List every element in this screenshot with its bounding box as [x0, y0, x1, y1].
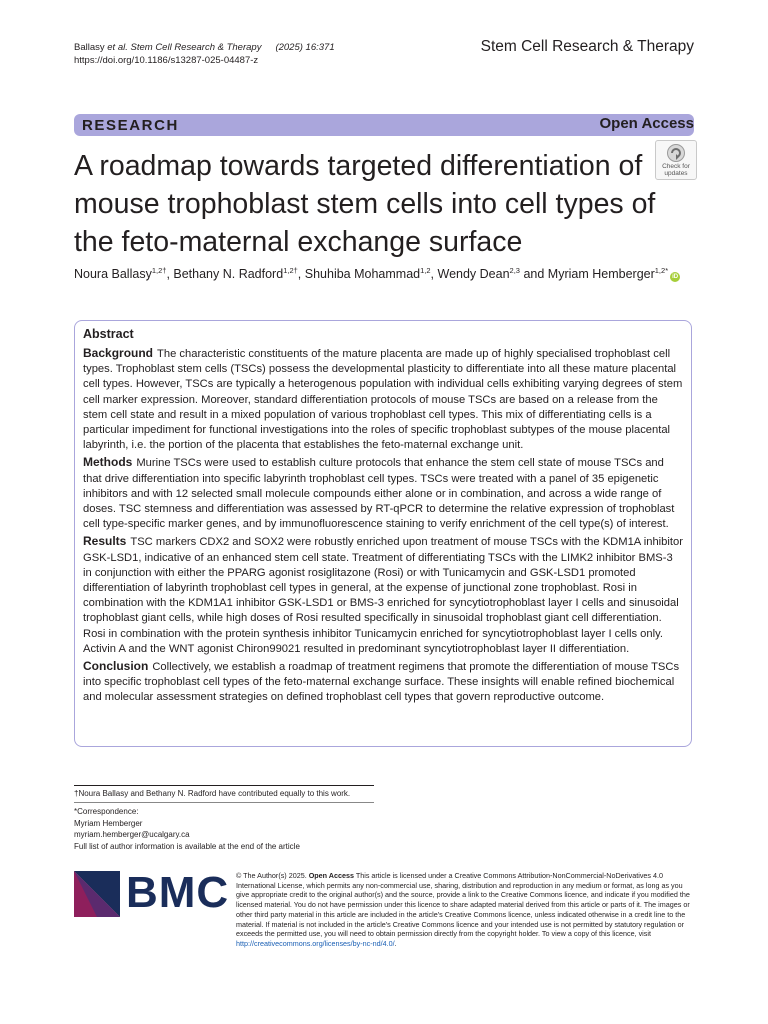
license-open-access: Open Access: [308, 871, 354, 880]
author-separator: ,: [297, 267, 305, 282]
article-title: A roadmap towards targeted differentiation of mouse trophoblast stem cells into cell types of the feto-maternal exchange surface: [74, 150, 656, 258]
author-name[interactable]: Bethany N. Radford: [173, 267, 284, 282]
abstract-box: [74, 320, 692, 747]
author-affiliation: 1,2†: [151, 266, 167, 275]
check-for-updates-button[interactable]: [655, 140, 697, 180]
author-name[interactable]: Wendy Dean: [437, 267, 510, 282]
license-text: [236, 871, 694, 949]
section-text: Collectively, we establish a roadmap of treatment regimens that promote the differentiation of mouse TSCs into specific trophoblast cell types of the feto-maternal exchange surface. These insights will enable refined biochemical and molecular assessment strategies on defined trophoblast cell types that govern reproductive outcome.: [83, 661, 680, 704]
author-separator: and: [519, 267, 548, 282]
abstract-conclusion: [83, 659, 683, 706]
orcid-icon[interactable]: iD: [672, 274, 679, 281]
section-label: Methods: [83, 455, 133, 470]
author-affiliation: 2,3: [509, 266, 520, 275]
bmc-logo-mark-icon: [74, 871, 120, 917]
journal-name: Stem Cell Research & Therapy: [480, 38, 694, 55]
footnote-divider: [74, 785, 374, 786]
correspondence-name: Myriam Hemberger: [74, 818, 143, 828]
abstract-background: [83, 346, 683, 453]
abstract-methods: [83, 455, 683, 532]
correspondence-divider: [74, 802, 374, 803]
author-affiliation: 1,2*: [654, 266, 669, 275]
citation-line: [74, 41, 335, 54]
author-name[interactable]: Noura Ballasy: [74, 267, 152, 282]
abstract-heading: Abstract: [83, 327, 134, 341]
check-updates-icon: [666, 143, 686, 163]
citation-authors: Ballasy: [74, 42, 108, 53]
author-affiliation: 1,2: [420, 266, 431, 275]
equal-contribution-note: †Noura Ballasy and Bethany N. Radford have contributed equally to this work.: [74, 789, 351, 798]
correspondence-label: *Correspondence:: [74, 807, 139, 816]
author-list: [74, 263, 680, 282]
open-access-label: Open Access: [599, 115, 694, 132]
license-prefix: © The Author(s) 2025.: [236, 871, 309, 880]
affiliation-note: Full list of author information is available at the end of the article: [74, 841, 300, 851]
author-name[interactable]: Myriam Hemberger: [547, 267, 655, 282]
author-separator: ,: [166, 267, 174, 282]
author-name[interactable]: Shuhiba Mohammad: [304, 267, 421, 282]
section-text: TSC markers CDX2 and SOX2 were robustly enriched upon treatment of mouse TSCs with the KDM1A inhibitor GSK-LSD1, indicative of an enhanced stem cell state. Treatment of differentiating TSCs with the LIMK2 inhibitor BMS-3 in conjunction with either the PPARG agonist rosiglitazone (Rosi) or with Tunicamycin and GSK-LSD1 promoted differentiation of labyrinth trophoblast cell types in general, at the expense of junctional zone trophoblast. Rosi in combination with the KDM1A1 inhibitor GSK-LSD1 or BMS-3 enriched for syncytiotrophoblast layer I cells and sinusoidal trophoblast giant cells, while high doses of Rosi resulted specifically in sinusoidal trophoblast giant cell differentiation. Rosi in combination with the protein synthesis inhibitor Tunicamycin enriched for syncytiotrophoblast layer I cells only. Activin A and the WNT agonist Chiron99021 resulted in predominant syncytiotrophoblast layer II differentiation.: [83, 536, 683, 655]
license-body: This article is licensed under a Creative Commons Attribution-NonCommercial-NoDerivatives 4.0 International License, which permits any non-commercial use, sharing, distribution and reproduction in any medium or format, as long as you give appropriate credit to the original author(s) and the source, provide a link to the Creative Commons licence, and indicate if you modified the licensed material. You do not have permission under this licence to share adapted material derived from this article or parts of it. The images or other third party material in this article are included in the article's Creative Commons licence, unless indicated otherwise in a credit line to the material. If material is not included in the article's Creative Commons licence and your intended use is not permitted by statutory regulation or exceeds the permitted use, you will need to obtain permission directly from the copyright holder. To view a copy of this licence, visit: [236, 871, 690, 939]
correspondence-email[interactable]: myriam.hemberger@ucalgary.ca: [74, 830, 190, 839]
citation-year-volume: (2025) 16:371: [275, 42, 335, 53]
section-label: Background: [83, 346, 154, 360]
section-label: Results: [83, 534, 127, 549]
doi-link[interactable]: https://doi.org/10.1186/s13287-025-04487-z: [74, 55, 259, 66]
author-affiliation: 1,2†: [283, 266, 298, 275]
citation-journal: et al. Stem Cell Research & Therapy: [107, 42, 262, 53]
license-suffix: .: [394, 938, 397, 948]
bmc-logo-text: BMC: [126, 868, 230, 917]
article-type-label: RESEARCH: [82, 117, 179, 134]
section-text: Murine TSCs were used to establish culture protocols that enhance the stem cell state of mouse TSCs and that drive differentiation into specific labyrinth trophoblast cell types. TSCs were treated with a panel of 35 epigenetic inhibitors and with 12 selected small molecule compounds either alone or in combination, and across a wide range of doses. TSC stemness and differentiation was assessed by RT-qPCR to determine the relative expression of trophoblast cell type-specific marker genes, and by immunofluorescence staining to verify enrichment of the cell type(s) of interest.: [83, 457, 675, 531]
section-text: The characteristic constituents of the mature placenta are made up of highly specialised trophoblast cell types. Trophoblast stem cells (TSCs) possess the developmental plasticity to differentiate into all these mature placental cell types. However, TSCs are typically a heterogenous population with individual cells exhibiting varying degrees of stem cell marker expression. Moreover, standard differentiation protocols of mouse TSCs are based on a release from the stem cell state and result in a mixed population of various trophoblast cell types. This mix of differentiating cells is a particular impediment for functional investigations into the roles of specific trophoblast subtypes of the mouse placental labyrinth, i.e. the portion of the placenta that establishes the feto-maternal exchange unit.: [83, 348, 683, 452]
correspondence-block: [74, 806, 300, 852]
section-label: Conclusion: [83, 659, 149, 674]
abstract-results: [83, 534, 683, 657]
bmc-logo: [74, 868, 230, 917]
check-updates-line2: updates: [664, 170, 688, 177]
license-link[interactable]: http://creativecommons.org/licenses/by-nc-nd/4.0/: [236, 938, 395, 948]
check-updates-line1: Check for: [662, 163, 690, 170]
author-separator: ,: [430, 267, 438, 282]
